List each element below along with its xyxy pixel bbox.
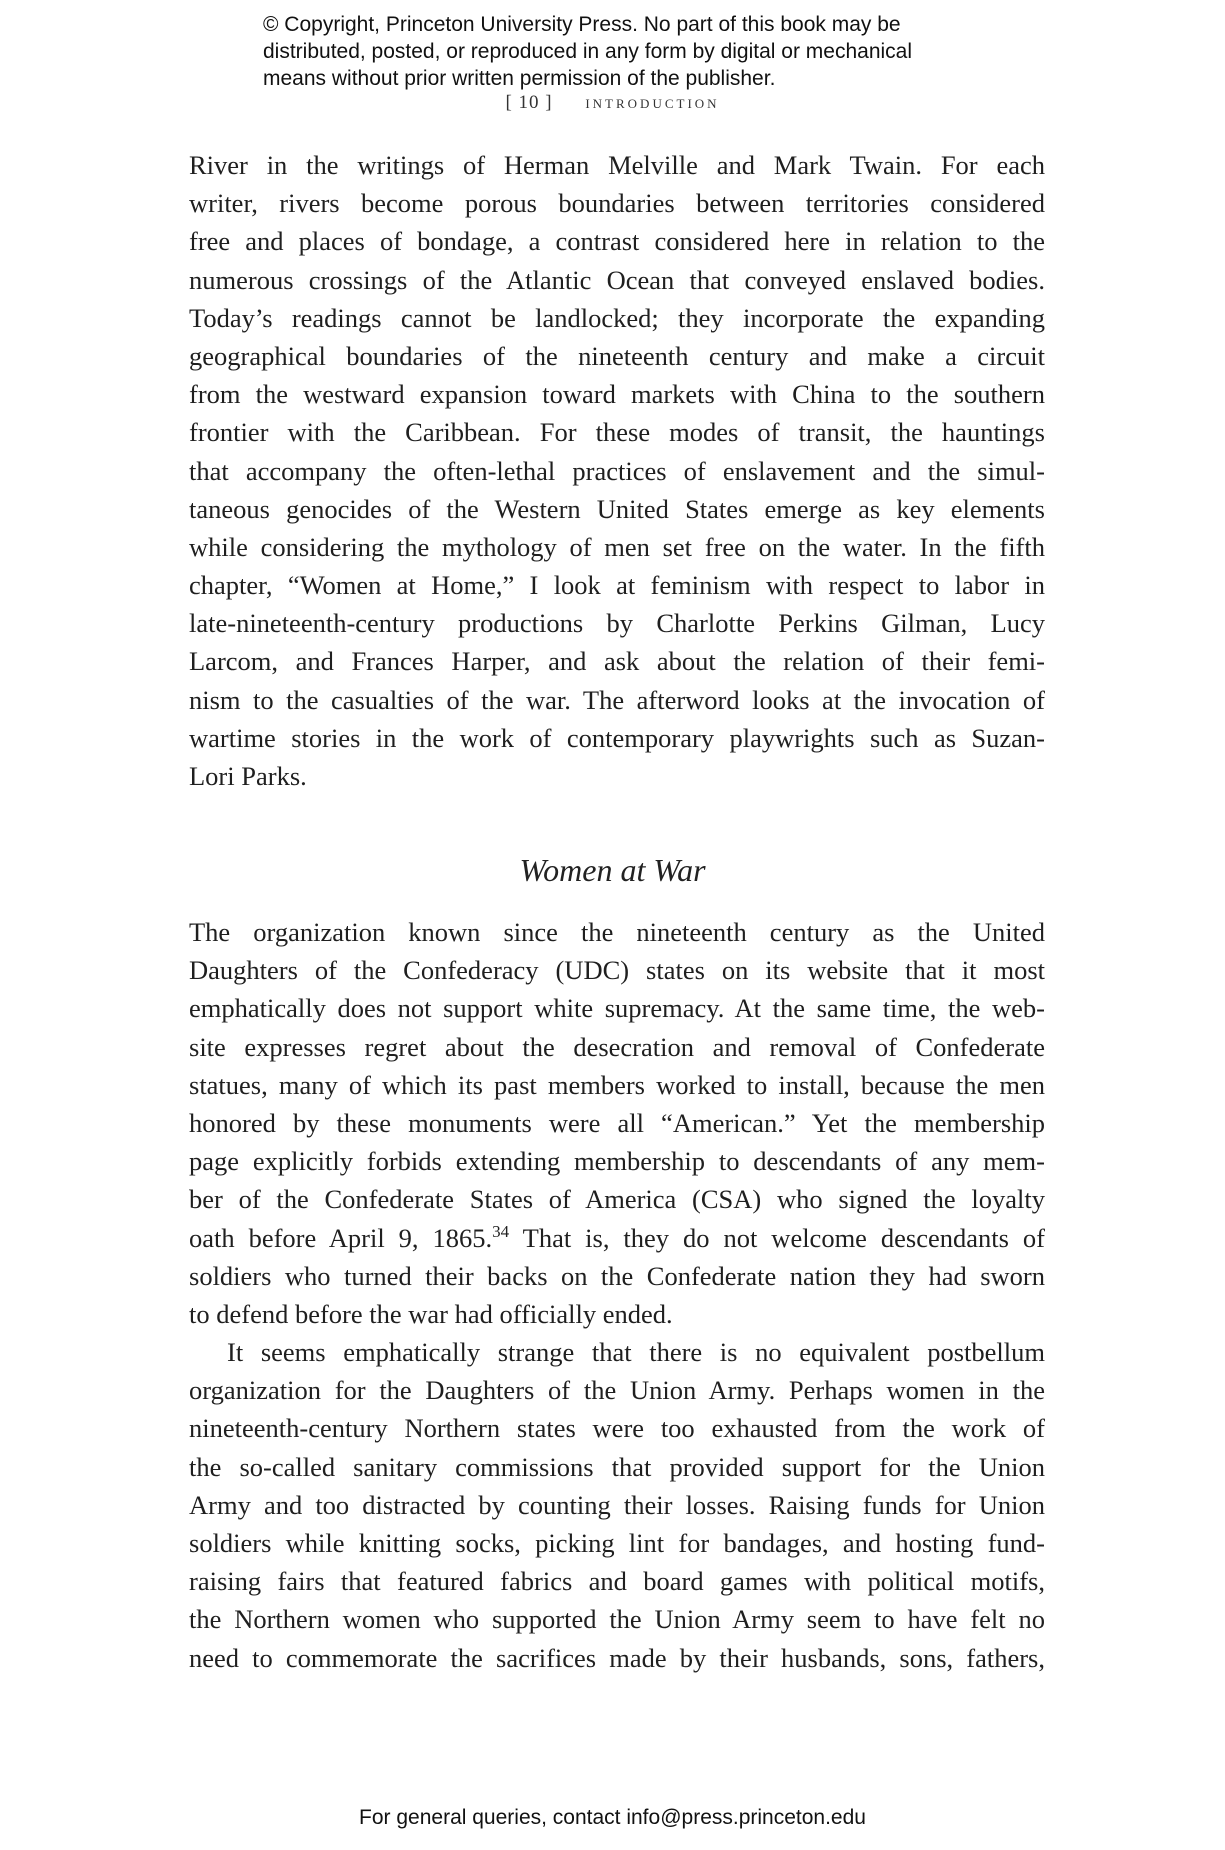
copyright-notice <box>263 11 1023 92</box>
text-line: Lori Parks. <box>189 761 307 791</box>
text-line: free and places of bondage, a contrast considered here in relation to the <box>189 226 1045 257</box>
text-line: nism to the casualties of the war. The afterword looks at the invocation of <box>189 684 1045 715</box>
text-line: Larcom, and Frances Harper, and ask about the relation of their femi- <box>189 646 1045 677</box>
text-line: geographical boundaries of the nineteenth century and make a circuit <box>189 340 1045 371</box>
text-line: statues, many of which its past members worked to install, because the men <box>189 1069 1045 1100</box>
text-line: the Northern women who supported the Union Army seem to have felt no <box>189 1604 1045 1635</box>
text-line: chapter, “Women at Home,” I look at feminism with respect to labor in <box>189 570 1045 601</box>
text-fragment: That is, they do not welcome descendants of <box>509 1222 1045 1253</box>
text-line: wartime stories in the work of contemporary playwrights such as Suzan- <box>189 722 1045 753</box>
running-head <box>0 92 1225 114</box>
section-body <box>189 913 1045 1677</box>
footnote-reference[interactable]: 34 <box>492 1221 510 1241</box>
text-line: nineteenth-century Northern states were too exhausted from the work of <box>189 1413 1045 1444</box>
text-line: while considering the mythology of men set free on the water. In the fifth <box>189 531 1045 562</box>
copyright-line: distributed, posted, or reproduced in any form by digital or mechanical <box>263 40 913 63</box>
page-number: [ 10 ] <box>505 92 553 113</box>
footer-contact: For general queries, contact info@press.princeton.edu <box>359 1806 866 1829</box>
text-line: It seems emphatically strange that there is no equivalent postbellum <box>227 1337 1045 1368</box>
text-line: emphatically does not support white supremacy. At the same time, the web- <box>189 993 1045 1024</box>
text-line: raising fairs that featured fabrics and board games with political motifs, <box>189 1566 1045 1597</box>
text-line: frontier with the Caribbean. For these modes of transit, the hauntings <box>189 417 1045 448</box>
text-line: Army and too distracted by counting their losses. Raising funds for Union <box>189 1489 1045 1520</box>
copyright-line: © Copyright, Princeton University Press. No part of this book may be <box>263 13 901 36</box>
text-line: River in the writings of Herman Melville and Mark Twain. For each <box>189 150 1045 180</box>
text-line: site expresses regret about the desecration and removal of Confederate <box>189 1031 1045 1062</box>
text-line: numerous crossings of the Atlantic Ocean that conveyed enslaved bodies. <box>189 264 1045 295</box>
text-line: need to commemorate the sacrifices made by their husbands, sons, fathers, <box>189 1642 1045 1673</box>
text-line-with-footnote <box>189 1219 1045 1257</box>
text-line: honored by these monuments were all “American.” Yet the membership <box>189 1107 1045 1138</box>
text-line: soldiers while knitting socks, picking lint for bandages, and hosting fund- <box>189 1528 1045 1558</box>
paragraph-intro-continued <box>189 146 1045 795</box>
text-line: Today’s readings cannot be landlocked; they incorporate the expanding <box>189 302 1045 333</box>
section-heading: Women at War <box>519 852 706 888</box>
text-line: that accompany the often-lethal practices of enslavement and the simul- <box>189 455 1045 486</box>
text-line: writer, rivers become porous boundaries between territories considered <box>189 188 1045 219</box>
text-line: from the westward expansion toward markets with China to the southern <box>189 379 1045 410</box>
text-line: ber of the Confederate States of America (CSA) who signed the loyalty <box>189 1184 1045 1215</box>
text-fragment: oath before April 9, 1865. <box>189 1222 493 1253</box>
text-line: The organization known since the nineteenth century as the United <box>189 917 1045 947</box>
text-line: page explicitly forbids extending membership to descendants of any mem- <box>189 1146 1045 1177</box>
text-line: soldiers who turned their backs on the Confederate nation they had sworn <box>189 1260 1045 1291</box>
text-line: the so-called sanitary commissions that provided support for the Union <box>189 1451 1045 1482</box>
text-line: Daughters of the Confederacy (UDC) states on its website that it most <box>189 955 1045 986</box>
running-head-section: introduction <box>585 92 720 113</box>
text-line: to defend before the war had officially ended. <box>189 1298 673 1329</box>
text-line: late-nineteenth-century productions by Charlotte Perkins Gilman, Lucy <box>189 608 1045 639</box>
text-line: taneous genocides of the Western United States emerge as key elements <box>189 493 1045 524</box>
text-line: organization for the Daughters of the Union Army. Perhaps women in the <box>189 1375 1045 1406</box>
copyright-line: means without prior written permission of the publisher. <box>263 67 776 90</box>
